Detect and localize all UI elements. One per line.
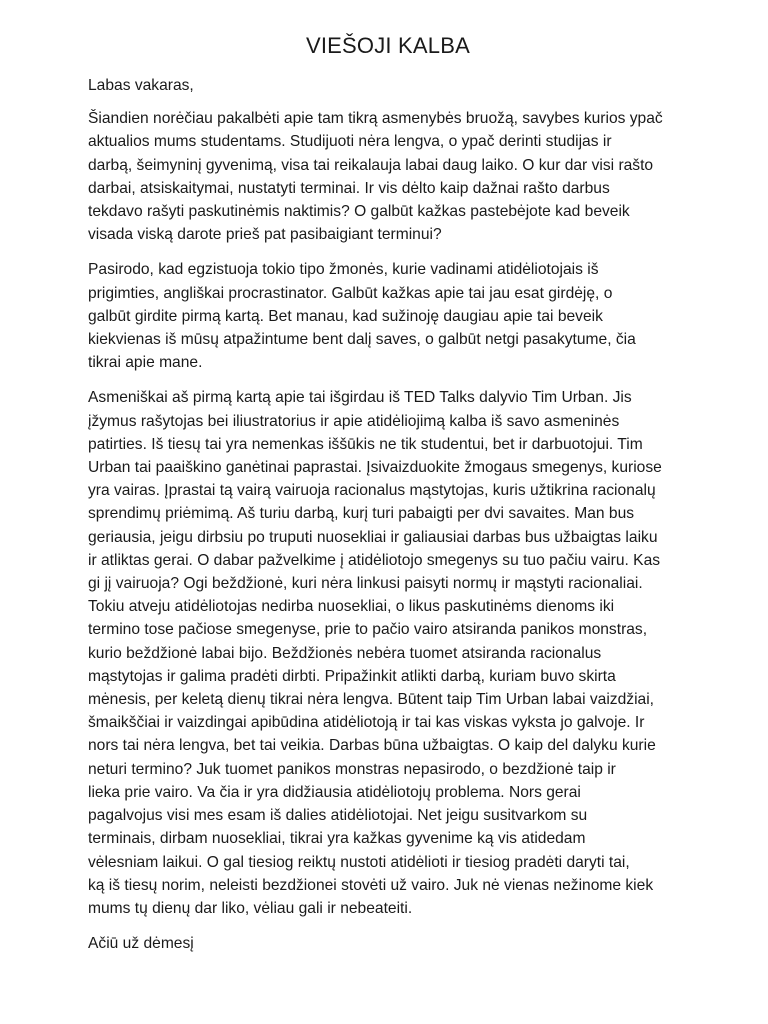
text-line: pagalvojus visi mes esam iš dalies atidėliotojai. Net jeigu susitvarkom su bbox=[88, 807, 588, 825]
tim-urban-paragraph bbox=[88, 386, 688, 920]
text-line: Labas vakaras, bbox=[88, 77, 194, 94]
text-line: tekdavo rašyti paskutinėmis naktimis? O galbūt kažkas pastebėjote kad beveik bbox=[88, 203, 630, 221]
text-line: kiekvienas iš mūsų atpažintume bent dalį saves, o galbūt netgi pasakytume, čia bbox=[88, 331, 636, 349]
text-line: mums tų dienų dar liko, vėliau gali ir nebeateiti. bbox=[88, 899, 413, 917]
text-line: sprendimų priėmimą. Aš turiu darbą, kurį turi pabaigti per dvi savaites. Man bus bbox=[88, 505, 635, 523]
text-line: šmaikščiai ir vaizdingai apibūdina atidėliotoją ir tai kas viskas vyksta jo galvoje. Ir bbox=[88, 714, 645, 732]
text-line: lieka prie vairo. Va čia ir yra didžiausia atidėliotojų problema. Nors gerai bbox=[88, 783, 581, 801]
text-line: Pasirodo, kad egzistuoja tokio tipo žmonės, kurie vadinami atidėliotojais iš bbox=[88, 261, 599, 279]
text-line: Tokiu atveju atidėliotojas nedirba nuosekliai, o likus paskutinėms dienoms iki bbox=[88, 598, 615, 616]
text-line: nors tai nėra lengva, bet tai veikia. Darbas būna užbaigtas. O kaip del dalyku kurie bbox=[88, 737, 656, 755]
document-body bbox=[88, 74, 688, 955]
text-line: patirties. Iš tiesų tai yra nemenkas iššūkis ne tik studentui, bet ir darbuotojui. Tim bbox=[88, 435, 643, 453]
text-line: vėlesniam laikui. O gal tiesiog reiktų nustoti atidėlioti ir tiesiog pradėti daryti tai, bbox=[88, 853, 630, 871]
closing-paragraph bbox=[88, 932, 688, 955]
intro-paragraph bbox=[88, 107, 688, 246]
text-line: aktualios mums studentams. Studijuoti nėra lengva, o ypač derinti studijas ir bbox=[88, 133, 612, 151]
text-line: Urban tai paaiškino ganėtinai paprastai. Įsivaizduokite žmogaus smegenys, kuriose bbox=[88, 459, 662, 477]
text-line: prigimties, angliškai procrastinator. Galbūt kažkas apie tai jau esat girdėję, o bbox=[88, 284, 613, 302]
text-line: ką iš tiesų norim, neleisti bezdžionei stovėti už vairo. Juk nė vienas nežinome kiek bbox=[88, 876, 654, 894]
text-line: kurio beždžionė labai bijo. Beždžionės nebėra tuomet atsiranda racionalus bbox=[88, 644, 602, 662]
text-line: tikrai apie mane. bbox=[88, 354, 203, 372]
text-line: mėnesis, per keletą dienų tikrai nėra lengva. Būtent taip Tim Urban labai vaizdžiai, bbox=[88, 691, 655, 709]
text-line: Šiandien norėčiau pakalbėti apie tam tikrą asmenybės bruožą, savybes kurios ypač bbox=[88, 110, 663, 128]
text-line: gi jį vairuoja? Ogi beždžionė, kuri nėra linkusi paisyti normų ir mąstyti racionaliai. bbox=[88, 575, 643, 593]
text-line: įžymus rašytojas bei iliustratorius ir apie atidėliojimą kalba iš savo asmeninės bbox=[88, 412, 620, 430]
text-line: yra vairas. Įprastai tą vairą vairuoja racionalus mąstytojas, kuris užtikrina racionalų bbox=[88, 482, 656, 500]
text-line: Asmeniškai aš pirmą kartą apie tai išgirdau iš TED Talks dalyvio Tim Urban. Jis bbox=[88, 389, 632, 407]
text-line: mąstytojas ir galima pradėti dirbti. Pripažinkit atlikti darbą, kuriam buvo skirta bbox=[88, 667, 616, 685]
text-line: darbai, atsiskaitymai, nustatyti terminai. Ir vis dėlto kaip dažnai rašto darbus bbox=[88, 179, 610, 197]
text-line: termino tose pačiose smegenyse, prie to pačio vairo atsiranda panikos monstras, bbox=[88, 621, 648, 639]
document-title: VIEŠOJI KALBA bbox=[305, 33, 470, 58]
text-line: neturi termino? Juk tuomet panikos monstras nepasirodo, o bezdžionė taip ir bbox=[88, 760, 616, 778]
text-line: darbą, šeimyninį gyvenimą, visa tai reikalauja labai daug laiko. O kur dar visi rašto bbox=[88, 156, 654, 174]
document-page bbox=[88, 28, 688, 967]
text-line: geriausia, jeigu dirbsiu po truputi nuosekliai ir galiausiai darbas bus užbaigtas laiku bbox=[88, 528, 658, 546]
text-line: visada viską darote prieš pat pasibaigiant terminui? bbox=[88, 226, 442, 244]
greeting-paragraph bbox=[88, 74, 688, 97]
text-line: galbūt girdite pirmą kartą. Bet manau, kad sužinoję daugiau apie tai beveik bbox=[88, 307, 603, 325]
procrastinator-paragraph bbox=[88, 258, 688, 374]
text-line: ir atliktas gerai. O dabar pažvelkime į atidėliotojo smegenys su tuo pačiu vairu. Kas bbox=[88, 551, 661, 569]
text-line: Ačiū už dėmesį bbox=[88, 935, 194, 953]
text-line: terminais, dirbam nuosekliai, tikrai yra kažkas gyvenime ką vis atidedam bbox=[88, 830, 586, 848]
